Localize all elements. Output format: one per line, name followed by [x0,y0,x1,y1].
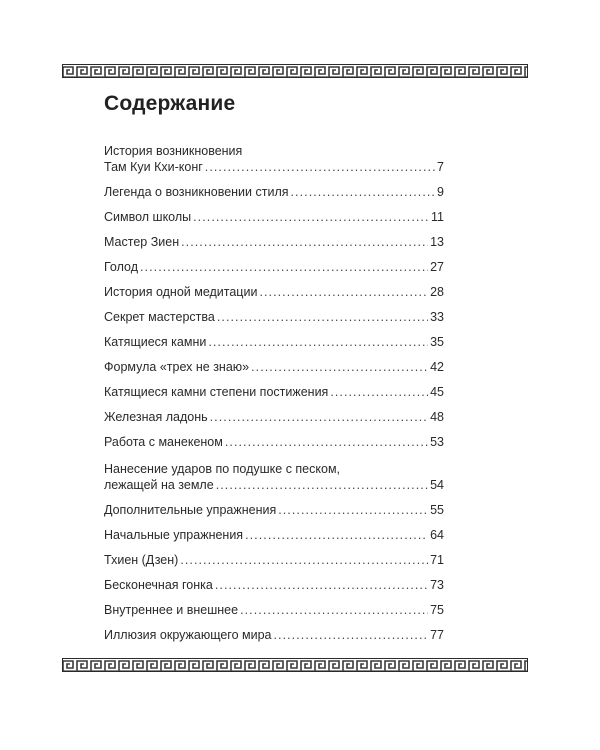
toc-entry [104,234,444,250]
toc-entry-line [104,184,444,200]
toc-page-number: 9 [437,185,444,199]
toc-page-number: 28 [430,285,444,299]
toc-entry-line [104,527,444,543]
toc-entry-label: Тхиен (Дзен) [104,553,179,567]
dot-leader [274,627,429,643]
toc-page-number: 55 [430,503,444,517]
toc-entry-line [104,477,444,493]
toc-entry-line [104,159,444,175]
toc-page-number: 75 [430,603,444,617]
toc-entry-label: Иллюзия окружающего мира [104,628,272,642]
toc-entry [104,284,444,300]
toc-entry [104,359,444,375]
dot-leader [180,552,428,568]
toc-entry-label: Железная ладонь [104,410,208,424]
toc-entry-label: Работа с манекеном [104,435,223,449]
dot-leader [181,234,428,250]
toc-entry-line [104,552,444,568]
toc-page-number: 33 [430,310,444,324]
toc-page-number: 53 [430,435,444,449]
dot-leader [193,209,429,225]
toc-entry-line [104,409,444,425]
toc-entry-label: Там Куи Кхи-конг [104,160,203,174]
greek-key-border-bottom [62,658,528,672]
toc-entry-label: лежащей на земле [104,478,214,492]
toc-entry [104,384,444,400]
greek-key-border-top [62,64,528,78]
dot-leader [259,284,428,300]
dot-leader [215,577,428,593]
toc-entry-label: Голод [104,260,139,274]
toc-entry [104,627,444,643]
dot-leader [278,502,428,518]
toc-entry [104,259,444,275]
toc-entry [104,502,444,518]
dot-leader [208,334,428,350]
dot-leader [210,409,428,425]
toc-entry [104,209,444,225]
toc-entry-label: История одной медитации [104,285,258,299]
toc-entry-line [104,284,444,300]
toc-page-number: 64 [430,528,444,542]
toc-entry [104,577,444,593]
dot-leader [245,527,428,543]
toc-entry-line [104,334,444,350]
greek-key-icon [62,64,528,78]
dot-leader [217,309,428,325]
toc-entry-line [104,259,444,275]
toc-entry [104,184,444,200]
toc-page-number: 7 [437,160,444,174]
toc-entry-line [104,577,444,593]
toc-entry-label: Бесконечная гонка [104,578,213,592]
toc-entry-label: Секрет мастерства [104,310,215,324]
toc-page-number: 11 [431,210,444,224]
toc-entry-line [104,309,444,325]
toc-entry-label: Катящиеся камни [104,335,207,349]
toc-entry-label: Дополнительные упражнения [104,503,277,517]
toc-entry [104,527,444,543]
toc-entry-label: Внутреннее и внешнее [104,603,239,617]
toc-entry [104,552,444,568]
dot-leader [251,359,428,375]
toc-entry-label: Формула «трех не знаю» [104,360,250,374]
toc-page-number: 27 [430,260,444,274]
toc-entry [104,309,444,325]
toc-entry-line [104,627,444,643]
dot-leader [140,259,428,275]
toc-entry-label: Начальные упражнения [104,528,244,542]
toc-entry-line [104,234,444,250]
toc-entry-label: Катящиеся камни степени постижения [104,385,329,399]
toc-page-number: 35 [430,335,444,349]
toc-page-number: 77 [430,628,444,642]
greek-key-icon [62,658,528,672]
toc-entry [104,409,444,425]
toc-entry-label: Легенда о возникновении стиля [104,185,289,199]
dot-leader [330,384,428,400]
dot-leader [216,477,428,493]
toc-entry-line [104,384,444,400]
toc-entry-label: Мастер Зиен [104,235,180,249]
toc-page-number: 54 [430,478,444,492]
toc-entry-line [104,434,444,450]
toc-page-number: 42 [430,360,444,374]
dot-leader [225,434,428,450]
toc-page-number: 73 [430,578,444,592]
toc-entry [104,434,444,450]
toc-page-number: 71 [430,553,444,567]
toc-entry [104,334,444,350]
toc-entry-title-line: Нанесение ударов по подушке с песком, [104,462,341,476]
toc-entry-line [104,602,444,618]
toc-page-number: 13 [430,235,444,249]
toc-entry [104,461,444,493]
dot-leader [205,159,435,175]
dot-leader [240,602,428,618]
toc-entry-label: Символ школы [104,210,192,224]
toc-page-number: 45 [430,385,444,399]
toc-entry-line [104,359,444,375]
toc-entry-title-line: История возникновения [104,144,243,158]
toc-entry-line [104,502,444,518]
toc-entry-line [104,209,444,225]
toc-entry [104,143,444,175]
toc-entry [104,602,444,618]
table-of-contents [104,134,444,643]
dot-leader [291,184,436,200]
page-title: Содержание [104,92,236,115]
toc-page-number: 48 [430,410,444,424]
